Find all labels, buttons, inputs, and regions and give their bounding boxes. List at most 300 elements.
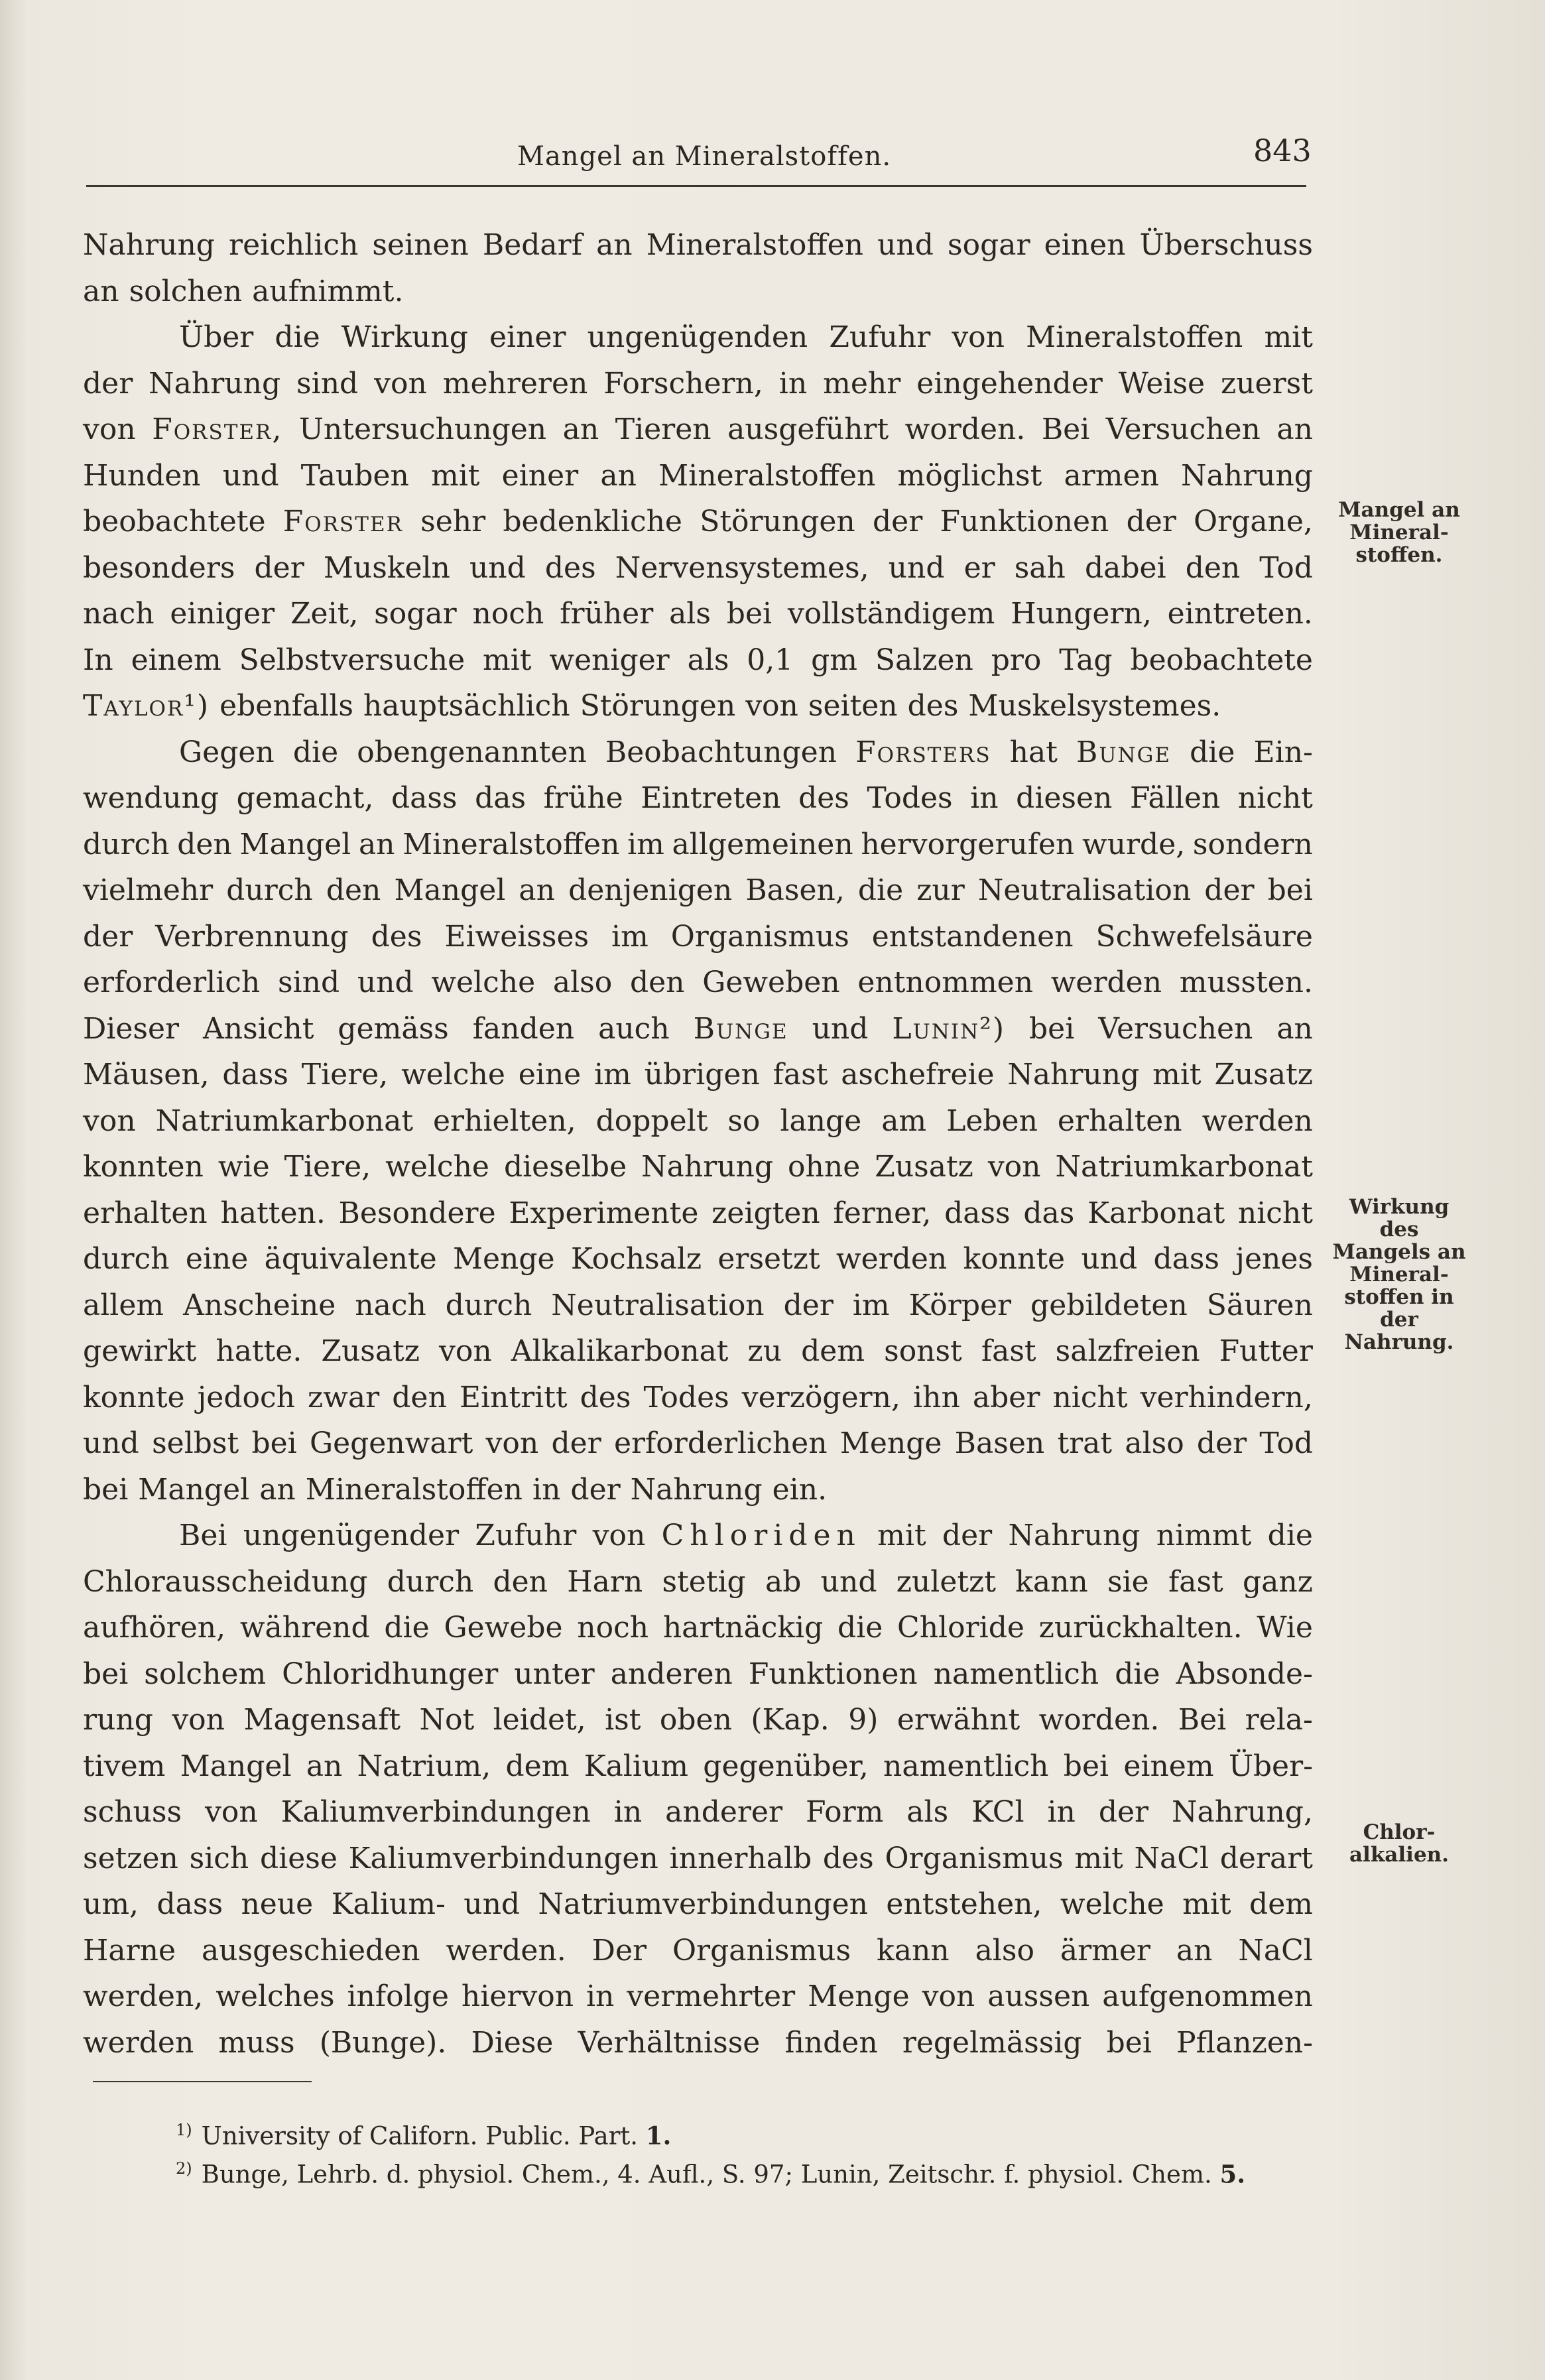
word: Forster,: [152, 412, 283, 446]
word: Magensaft: [243, 1703, 401, 1737]
word: nicht: [1237, 1196, 1313, 1230]
text-line: [83, 683, 1313, 729]
word: Schwefelsäure: [1095, 919, 1313, 954]
word: Nahrung: [149, 366, 281, 401]
word: diese: [259, 1841, 338, 1875]
word: der: [83, 919, 133, 954]
word: sind: [277, 966, 340, 999]
word: eine: [518, 1058, 582, 1092]
word: an: [259, 1472, 296, 1507]
word: lange: [780, 1103, 862, 1138]
word: Form: [805, 1795, 884, 1829]
word: des: [580, 1380, 631, 1414]
word: verzögern,: [741, 1380, 900, 1414]
word: Neutralisation: [977, 873, 1192, 907]
text-line: [83, 2020, 1313, 2066]
word: die: [292, 735, 339, 769]
word: anderer: [665, 1795, 783, 1829]
word: wurde,: [1082, 827, 1186, 861]
word: rela-: [1245, 1703, 1313, 1737]
word: eintreten.: [1167, 597, 1313, 631]
word: der: [1098, 1795, 1149, 1829]
word: trat: [1057, 1426, 1113, 1460]
word: die: [1267, 1519, 1313, 1552]
word: allgemeinen: [672, 827, 853, 861]
word: mit: [483, 643, 532, 677]
word: leidet,: [493, 1703, 586, 1737]
word: Dieser: [83, 1011, 180, 1046]
word: hauptsächlich: [363, 689, 570, 723]
word: werden: [835, 1242, 948, 1276]
word: ungenügenden: [587, 320, 808, 354]
text-line: [83, 1006, 1313, 1052]
word: Überschuss: [1139, 228, 1313, 262]
word: In: [83, 643, 113, 677]
word: Organismus: [672, 1933, 851, 1968]
word: Funktionen: [940, 505, 1109, 538]
word: welche: [401, 1058, 505, 1092]
word: sie: [1107, 1564, 1149, 1599]
word: mehreren: [442, 366, 588, 401]
word: oben: [659, 1703, 732, 1737]
word: den: [177, 827, 232, 861]
page-number: 843: [1253, 133, 1312, 168]
word: hat: [1009, 735, 1058, 769]
word: Zeit,: [290, 597, 359, 631]
word: als: [669, 597, 711, 631]
word: 9): [848, 1703, 879, 1737]
word: und: [357, 966, 414, 999]
word: hervorgerufen: [861, 827, 1075, 861]
word: bei: [1267, 873, 1313, 907]
word: namentlich: [933, 1657, 1099, 1691]
footnote-2: [176, 2149, 1329, 2188]
word: konnten: [83, 1150, 204, 1184]
word: der: [1204, 873, 1255, 907]
word: und: [464, 1887, 521, 1921]
word: wendung: [83, 781, 219, 815]
word: Eintritt: [459, 1380, 568, 1414]
word: sah: [1014, 550, 1066, 585]
word: erhalten: [1057, 1103, 1182, 1138]
word: Mineralstoffen: [658, 458, 876, 493]
word: werden.: [446, 1933, 566, 1968]
word: Selbstversuche: [239, 643, 465, 677]
text-line: [83, 314, 1313, 361]
word: KCl: [971, 1795, 1024, 1829]
word: finden: [784, 2025, 878, 2060]
word: (Bunge).: [319, 2025, 447, 2060]
word: zuerst: [1221, 366, 1313, 401]
text-line: [83, 1283, 1313, 1329]
word: sondern: [1192, 827, 1313, 861]
word: Körper: [908, 1288, 1012, 1322]
word: die: [1115, 1657, 1160, 1691]
word: und: [820, 1564, 877, 1599]
word: bei: [251, 1426, 297, 1460]
word: worden.: [1038, 1703, 1160, 1737]
word: entnommen: [857, 966, 1034, 999]
word: beobachtete: [1130, 643, 1313, 677]
word: Organe,: [1194, 505, 1313, 538]
word: äquivalente: [264, 1242, 437, 1276]
word: die: [384, 1611, 430, 1645]
word: an: [1176, 1933, 1213, 1968]
word: werden: [83, 2025, 194, 2060]
word: dieselbe: [503, 1150, 627, 1184]
word: diesen: [1016, 781, 1113, 815]
word: als: [687, 643, 729, 677]
word: fanden: [472, 1011, 575, 1046]
word: Tiere,: [284, 1150, 371, 1184]
word: Nahrung: [1181, 458, 1313, 493]
word: Zusatz: [1214, 1058, 1313, 1092]
word: NaCl: [1238, 1933, 1313, 1968]
word: an: [600, 458, 637, 493]
text-line: [83, 1190, 1313, 1237]
word: fast: [772, 1058, 828, 1092]
word: erhielten,: [433, 1103, 576, 1138]
word: als: [906, 1795, 949, 1829]
word: dass: [222, 1058, 288, 1092]
word: Chloride: [897, 1611, 1024, 1645]
word: schuss: [83, 1795, 182, 1829]
word: Hunden: [83, 458, 201, 493]
word: dass: [1153, 1242, 1220, 1276]
word: der: [942, 1519, 993, 1552]
word: bei: [726, 597, 772, 631]
word: von: [439, 1334, 492, 1368]
word: Todes: [867, 781, 953, 815]
word: Natriumkarbonat: [1055, 1150, 1313, 1184]
word: während: [239, 1611, 370, 1645]
word: Chloridhunger: [282, 1657, 499, 1691]
word: fast: [981, 1334, 1036, 1368]
word: ausgeführt: [727, 412, 889, 446]
word: Nahrung,: [1172, 1795, 1313, 1829]
word: bei: [1063, 1749, 1109, 1783]
word: Lunin²): [892, 1011, 1006, 1046]
word: Menge: [839, 1426, 942, 1460]
word: zuletzt: [896, 1564, 996, 1599]
word: Menge: [808, 1979, 910, 2013]
word: Natriumverbindungen: [538, 1887, 868, 1921]
word: durch: [387, 1564, 474, 1599]
word: den: [326, 873, 381, 907]
text-line: [83, 1513, 1313, 1559]
word: bedenkliche: [503, 505, 682, 538]
margin-note-chloralkalien: Chlor-alkalien.: [1349, 1820, 1450, 1867]
word: Beobachtungen: [605, 735, 837, 769]
word: beobachtete: [83, 505, 266, 538]
word: wie: [217, 1150, 270, 1184]
word: an: [306, 1749, 343, 1783]
word: die: [275, 320, 320, 354]
text-line: [83, 1697, 1313, 1743]
footnote-marker: 2): [176, 2159, 192, 2178]
word: Nahrung: [641, 1150, 774, 1184]
word: ebenfalls: [219, 689, 353, 723]
word: der: [551, 1426, 601, 1460]
word: kann: [1015, 1564, 1088, 1599]
word: der: [1126, 505, 1176, 538]
word: rung: [83, 1703, 153, 1737]
word: Natriumkarbonat: [155, 1103, 414, 1138]
word: vermehrter: [627, 1979, 796, 2013]
running-head: Mangel an Mineralstoffen.: [517, 141, 892, 172]
text-line: [83, 1881, 1313, 1928]
word: Forsters: [855, 735, 991, 769]
word: fast: [1168, 1564, 1223, 1599]
word: erhalten: [83, 1196, 208, 1230]
word: an: [1276, 412, 1313, 446]
word: auch: [598, 1011, 670, 1046]
text-line: [83, 591, 1313, 637]
word: einem: [1123, 1749, 1214, 1783]
text-line: [83, 545, 1313, 592]
word: Bei: [179, 1519, 227, 1552]
word: Bei: [1178, 1703, 1227, 1737]
word: Tieren: [615, 412, 711, 446]
text-line: [83, 1052, 1313, 1098]
word: in: [778, 366, 808, 401]
word: Eiweisses: [444, 919, 589, 954]
word: Forster: [282, 505, 403, 538]
word: Mangel: [180, 1749, 292, 1783]
word: zur: [916, 873, 965, 907]
word: anderen: [610, 1657, 733, 1691]
word: Nahrung: [1008, 1519, 1141, 1552]
text-line: [83, 1789, 1313, 1836]
text-line: [83, 1605, 1313, 1651]
word: in: [970, 781, 999, 815]
word: durch: [445, 1288, 532, 1322]
word: der: [783, 1288, 834, 1322]
word: allem: [83, 1288, 164, 1322]
word: Alkalikarbonat: [511, 1334, 729, 1368]
word: sonst: [884, 1334, 962, 1368]
word: an: [83, 274, 119, 308]
word: vollständigem: [787, 597, 995, 631]
word: hartnäckig: [662, 1611, 824, 1645]
word: 0,1: [747, 643, 794, 677]
word: Über-: [1228, 1749, 1313, 1783]
word: welches: [216, 1979, 335, 2013]
word: ärmer: [1060, 1933, 1150, 1968]
text-line: [83, 1375, 1313, 1421]
text-line: [83, 775, 1313, 822]
word: Tiere,: [301, 1058, 389, 1092]
word: selbst: [152, 1426, 239, 1460]
word: Harn: [567, 1564, 643, 1599]
text-line: [83, 1144, 1313, 1190]
word: dabei: [1084, 550, 1166, 585]
word: innerhalb: [669, 1841, 812, 1875]
text-line: [83, 1328, 1313, 1375]
word: dass: [944, 1196, 1011, 1230]
word: und: [812, 1011, 869, 1046]
word: Gegen: [179, 735, 275, 769]
word: jedoch: [197, 1380, 295, 1414]
word: nach: [355, 1288, 426, 1322]
text-line: [83, 1651, 1313, 1698]
word: Bunge: [693, 1011, 788, 1046]
word: Hungern,: [1011, 597, 1152, 631]
word: vielmehr: [83, 873, 214, 907]
word: und: [1081, 1242, 1138, 1276]
text-line: [83, 1236, 1313, 1283]
word: und: [877, 228, 934, 262]
word: Kalium-: [331, 1887, 446, 1921]
word: an: [596, 228, 633, 262]
word: Störungen: [700, 505, 855, 538]
text-line: [83, 222, 1313, 269]
word: einer: [501, 458, 579, 493]
word: des: [544, 550, 596, 585]
word: gemacht,: [236, 781, 374, 815]
word: und: [222, 458, 279, 493]
footnote-marker: 1): [176, 2121, 192, 2139]
word: in: [586, 1979, 615, 2013]
word: an: [1276, 1011, 1313, 1046]
word: stetig: [662, 1564, 746, 1599]
text-line: [83, 1836, 1313, 1882]
footnote-bold: 1.: [645, 2121, 672, 2151]
word: pro: [991, 643, 1042, 677]
word: Kaliumverbindungen: [348, 1841, 658, 1875]
word: erforderlich: [83, 966, 261, 999]
word: salzfreien: [1055, 1334, 1200, 1368]
word: regelmässig: [902, 2025, 1082, 2060]
word: also: [552, 966, 613, 999]
word: Forschern,: [603, 366, 763, 401]
word: den: [493, 1564, 548, 1599]
word: dass: [391, 781, 458, 815]
footnotes: [176, 2111, 1329, 2188]
word: im: [627, 827, 664, 861]
word: doppelt: [595, 1103, 708, 1138]
word: Anscheine: [183, 1288, 336, 1322]
word: aber: [972, 1380, 1040, 1414]
word: sehr: [420, 505, 486, 538]
footnote-bold: 5.: [1219, 2159, 1246, 2189]
word: Mangel: [394, 873, 506, 907]
word: dass: [156, 1887, 223, 1921]
word: Nervensystemes,: [615, 550, 869, 585]
text-line: [83, 361, 1313, 407]
word: Der: [591, 1933, 647, 1968]
word: Versuchen: [1098, 1011, 1253, 1046]
word: Bei: [1041, 412, 1090, 446]
text-line: [83, 499, 1313, 545]
word: denjenigen: [568, 873, 733, 907]
word: nicht: [1237, 781, 1313, 815]
word: ein.: [772, 1472, 828, 1507]
word: Eintreten: [641, 781, 781, 815]
footnote-text: Bunge, Lehrb. d. physiol. Chem., 4. Aufl., S. 97; Lunin, Zeitschr. f. physiol. Chem.: [201, 2160, 1220, 2189]
text-line: [83, 1973, 1313, 2020]
text-line: [83, 1467, 1313, 1513]
text-line: [83, 960, 1313, 1006]
word: (Kap.: [751, 1703, 830, 1737]
word: die: [1190, 735, 1235, 769]
word: ihn: [913, 1380, 960, 1414]
word: von: [83, 1103, 136, 1138]
word: sogar: [948, 228, 1030, 262]
word: hatten.: [220, 1196, 326, 1230]
word: zwar: [308, 1380, 380, 1414]
word: einer: [489, 320, 566, 354]
word: Leben: [946, 1103, 1038, 1138]
word: des: [822, 1841, 874, 1875]
word: einen: [1044, 228, 1126, 262]
text-line: [83, 1743, 1313, 1790]
word: konnte: [963, 1242, 1066, 1276]
word: den: [392, 1380, 447, 1414]
margin-note-mangel-an-mineralstoffen: Mangel an Mineral-stoffen.: [1338, 498, 1460, 567]
word: Karbonat: [1087, 1196, 1225, 1230]
word: Funktionen: [748, 1657, 918, 1691]
word: Basen: [954, 1426, 1045, 1460]
word: Salzen: [875, 643, 973, 677]
word: derart: [1219, 1841, 1313, 1875]
word: entstandenen: [871, 919, 1074, 954]
word: jenes: [1235, 1242, 1313, 1276]
word: die: [837, 1611, 883, 1645]
word: der: [83, 366, 133, 401]
word: von: [922, 1979, 975, 2013]
word: Taylor¹): [83, 689, 210, 723]
word: ganz: [1242, 1564, 1313, 1599]
word: gewirkt: [83, 1334, 197, 1368]
word: Pflanzen-: [1176, 2025, 1313, 2060]
word: so: [727, 1103, 761, 1138]
word: obengenannten: [357, 735, 587, 769]
word: von: [987, 1150, 1041, 1184]
word: bei: [83, 1657, 129, 1691]
word: eine: [185, 1242, 249, 1276]
word: sogar: [374, 597, 457, 631]
margin-note-wirkung-des-mangels: Wirkung des Mangels an Mineral-stoffen in der Nahrung.: [1332, 1195, 1466, 1354]
word: Chlorausscheidung: [83, 1564, 368, 1599]
word: erwähnt: [896, 1703, 1020, 1737]
word: um,: [83, 1887, 139, 1921]
word: Geweben: [702, 966, 840, 999]
word: welche: [1060, 1887, 1164, 1921]
word: welche: [431, 966, 536, 999]
word: gebildeten: [1030, 1288, 1188, 1322]
word: Basen,: [745, 873, 845, 907]
word: die: [857, 873, 904, 907]
page-header: [86, 129, 1312, 182]
footnote-rule: [93, 2081, 312, 2082]
word: nimmt: [1156, 1519, 1252, 1552]
word: frühe: [543, 781, 623, 815]
word: unter: [514, 1657, 595, 1691]
word: am: [881, 1103, 927, 1138]
body-text: [83, 222, 1313, 2066]
footnote-text: University of Californ. Public. Part.: [201, 2121, 646, 2151]
word: Ansicht: [203, 1011, 314, 1046]
word: und: [888, 550, 945, 585]
word: von: [592, 1519, 646, 1552]
text-line: [83, 914, 1313, 960]
word: solchen: [129, 274, 243, 308]
word: früher: [560, 597, 654, 631]
word: an: [519, 873, 555, 907]
word: Versuchen: [1105, 412, 1261, 446]
word: Verbrennung: [155, 919, 349, 954]
